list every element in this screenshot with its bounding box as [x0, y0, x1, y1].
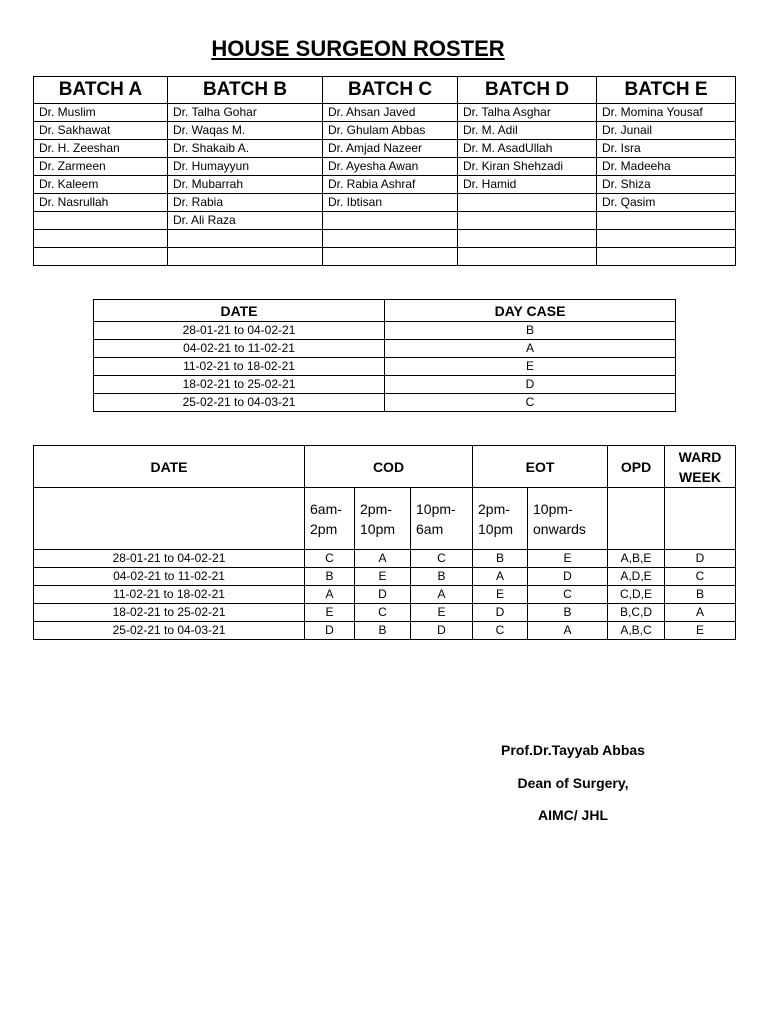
duty-cell: E	[305, 604, 355, 622]
signature-institution: AIMC/ JHL	[538, 807, 608, 823]
duty-header-eot: EOT	[473, 446, 608, 488]
doctor-name-cell	[323, 230, 458, 248]
doctor-name-cell: Dr. Talha Gohar	[168, 104, 323, 122]
day-case-cell: D	[385, 376, 676, 394]
day-case-row	[94, 322, 676, 340]
duty-subheader-empty	[665, 488, 736, 550]
day-case-cell: E	[385, 358, 676, 376]
duty-row	[34, 550, 736, 568]
duty-subheader-row	[34, 488, 736, 550]
doctor-name-cell: Dr. Sakhawat	[34, 122, 168, 140]
doctor-name-cell	[323, 212, 458, 230]
duty-cell: E	[665, 622, 736, 640]
doctor-name-cell	[34, 230, 168, 248]
day-case-row	[94, 394, 676, 412]
duty-cell: C	[665, 568, 736, 586]
duty-subheader-cod-shift: 6am-2pm	[305, 488, 355, 550]
signature-name: Prof.Dr.Tayyab Abbas	[501, 742, 645, 758]
duty-cell: 04-02-21 to 11-02-21	[34, 568, 305, 586]
duty-cell: C,D,E	[608, 586, 665, 604]
duty-table	[33, 445, 736, 640]
doctor-name-cell	[458, 230, 597, 248]
duty-cell: C	[528, 586, 608, 604]
doctor-name-cell: Dr. Humayyun	[168, 158, 323, 176]
batch-row	[34, 248, 736, 266]
duty-cell: 25-02-21 to 04-03-21	[34, 622, 305, 640]
duty-subheader-eot-shift: 2pm-10pm	[473, 488, 528, 550]
batch-row	[34, 158, 736, 176]
day-case-cell: 04-02-21 to 11-02-21	[94, 340, 385, 358]
doctor-name-cell	[458, 212, 597, 230]
duty-header-opd: OPD	[608, 446, 665, 488]
doctor-name-cell: Dr. Madeeha	[597, 158, 736, 176]
duty-cell: A,B,E	[608, 550, 665, 568]
duty-cell: 11-02-21 to 18-02-21	[34, 586, 305, 604]
doctor-name-cell: Dr. Qasim	[597, 194, 736, 212]
duty-header-date: DATE	[34, 446, 305, 488]
duty-cell: D	[355, 586, 411, 604]
doctor-name-cell	[597, 212, 736, 230]
day-case-row	[94, 376, 676, 394]
batch-header: BATCH E	[597, 77, 736, 104]
day-case-header-date: DATE	[94, 300, 385, 322]
batch-row	[34, 212, 736, 230]
doctor-name-cell	[34, 212, 168, 230]
doctor-name-cell: Dr. Hamid	[458, 176, 597, 194]
duty-cell: C	[355, 604, 411, 622]
doctor-name-cell: Dr. Muslim	[34, 104, 168, 122]
day-case-cell: C	[385, 394, 676, 412]
doctor-name-cell: Dr. Shiza	[597, 176, 736, 194]
batch-header: BATCH A	[34, 77, 168, 104]
duty-cell: A,D,E	[608, 568, 665, 586]
duty-subheader-cod-shift: 2pm-10pm	[355, 488, 411, 550]
doctor-name-cell	[597, 248, 736, 266]
batch-row	[34, 176, 736, 194]
doctor-name-cell: Dr. Ayesha Awan	[323, 158, 458, 176]
doctor-name-cell: Dr. Talha Asghar	[458, 104, 597, 122]
batch-header: BATCH B	[168, 77, 323, 104]
doctor-name-cell: Dr. Rabia	[168, 194, 323, 212]
duty-header-ward-week: WARD WEEK	[665, 446, 736, 488]
duty-cell: D	[473, 604, 528, 622]
duty-cell: E	[411, 604, 473, 622]
duty-cell: B	[305, 568, 355, 586]
duty-cell: C	[411, 550, 473, 568]
doctor-name-cell: Dr. Ahsan Javed	[323, 104, 458, 122]
day-case-cell: 25-02-21 to 04-03-21	[94, 394, 385, 412]
day-case-row	[94, 340, 676, 358]
batch-row	[34, 230, 736, 248]
day-case-table	[93, 299, 676, 412]
day-case-header-day-case: DAY CASE	[385, 300, 676, 322]
day-case-cell: 11-02-21 to 18-02-21	[94, 358, 385, 376]
day-case-cell: 28-01-21 to 04-02-21	[94, 322, 385, 340]
duty-cell: B	[665, 586, 736, 604]
doctor-name-cell	[168, 230, 323, 248]
doctor-name-cell: Dr. Rabia Ashraf	[323, 176, 458, 194]
duty-cell: A	[528, 622, 608, 640]
doctor-name-cell	[34, 248, 168, 266]
duty-row	[34, 604, 736, 622]
duty-header-cod: COD	[305, 446, 473, 488]
doctor-name-cell: Dr. Ghulam Abbas	[323, 122, 458, 140]
doctor-name-cell	[458, 248, 597, 266]
doctor-name-cell: Dr. Zarmeen	[34, 158, 168, 176]
batch-table	[33, 76, 736, 266]
duty-cell: E	[528, 550, 608, 568]
doctor-name-cell: Dr. Ibtisan	[323, 194, 458, 212]
doctor-name-cell: Dr. Amjad Nazeer	[323, 140, 458, 158]
duty-cell: A,B,C	[608, 622, 665, 640]
doctor-name-cell: Dr. M. AsadUllah	[458, 140, 597, 158]
duty-row	[34, 568, 736, 586]
duty-row	[34, 586, 736, 604]
duty-cell: B	[473, 550, 528, 568]
doctor-name-cell: Dr. Ali Raza	[168, 212, 323, 230]
duty-subheader-empty	[608, 488, 665, 550]
duty-cell: A	[473, 568, 528, 586]
doctor-name-cell	[168, 248, 323, 266]
doctor-name-cell	[458, 194, 597, 212]
batch-header-row	[34, 77, 736, 104]
duty-subheader-empty	[34, 488, 305, 550]
doctor-name-cell: Dr. Mubarrah	[168, 176, 323, 194]
duty-cell: B	[355, 622, 411, 640]
doctor-name-cell: Dr. Waqas M.	[168, 122, 323, 140]
duty-subheader-cod-shift: 10pm-6am	[411, 488, 473, 550]
duty-cell: C	[305, 550, 355, 568]
duty-cell: B	[528, 604, 608, 622]
doctor-name-cell	[323, 248, 458, 266]
doctor-name-cell	[597, 230, 736, 248]
duty-row	[34, 622, 736, 640]
duty-header-row	[34, 446, 736, 488]
duty-cell: A	[305, 586, 355, 604]
doctor-name-cell: Dr. Kiran Shehzadi	[458, 158, 597, 176]
duty-cell: 28-01-21 to 04-02-21	[34, 550, 305, 568]
day-case-cell: 18-02-21 to 25-02-21	[94, 376, 385, 394]
duty-cell: D	[528, 568, 608, 586]
duty-cell: B	[411, 568, 473, 586]
duty-subheader-eot-shift: 10pm-onwards	[528, 488, 608, 550]
duty-cell: A	[411, 586, 473, 604]
doctor-name-cell: Dr. Momina Yousaf	[597, 104, 736, 122]
duty-cell: E	[473, 586, 528, 604]
day-case-cell: A	[385, 340, 676, 358]
page-title: HOUSE SURGEON ROSTER	[211, 36, 505, 61]
batch-header: BATCH D	[458, 77, 597, 104]
duty-cell: C	[473, 622, 528, 640]
duty-cell: D	[305, 622, 355, 640]
day-case-cell: B	[385, 322, 676, 340]
duty-cell: D	[665, 550, 736, 568]
doctor-name-cell: Dr. Isra	[597, 140, 736, 158]
duty-cell: 18-02-21 to 25-02-21	[34, 604, 305, 622]
doctor-name-cell: Dr. M. Adil	[458, 122, 597, 140]
day-case-row	[94, 358, 676, 376]
signature-designation: Dean of Surgery,	[517, 775, 629, 791]
duty-cell: D	[411, 622, 473, 640]
doctor-name-cell: Dr. Junail	[597, 122, 736, 140]
doctor-name-cell: Dr. Nasrullah	[34, 194, 168, 212]
batch-row	[34, 104, 736, 122]
batch-row	[34, 194, 736, 212]
day-case-header-row	[94, 300, 676, 322]
doctor-name-cell: Dr. H. Zeeshan	[34, 140, 168, 158]
batch-row	[34, 122, 736, 140]
doctor-name-cell: Dr. Shakaib A.	[168, 140, 323, 158]
duty-cell: A	[665, 604, 736, 622]
doctor-name-cell: Dr. Kaleem	[34, 176, 168, 194]
duty-cell: B,C,D	[608, 604, 665, 622]
batch-row	[34, 140, 736, 158]
batch-header: BATCH C	[323, 77, 458, 104]
duty-cell: E	[355, 568, 411, 586]
duty-cell: A	[355, 550, 411, 568]
